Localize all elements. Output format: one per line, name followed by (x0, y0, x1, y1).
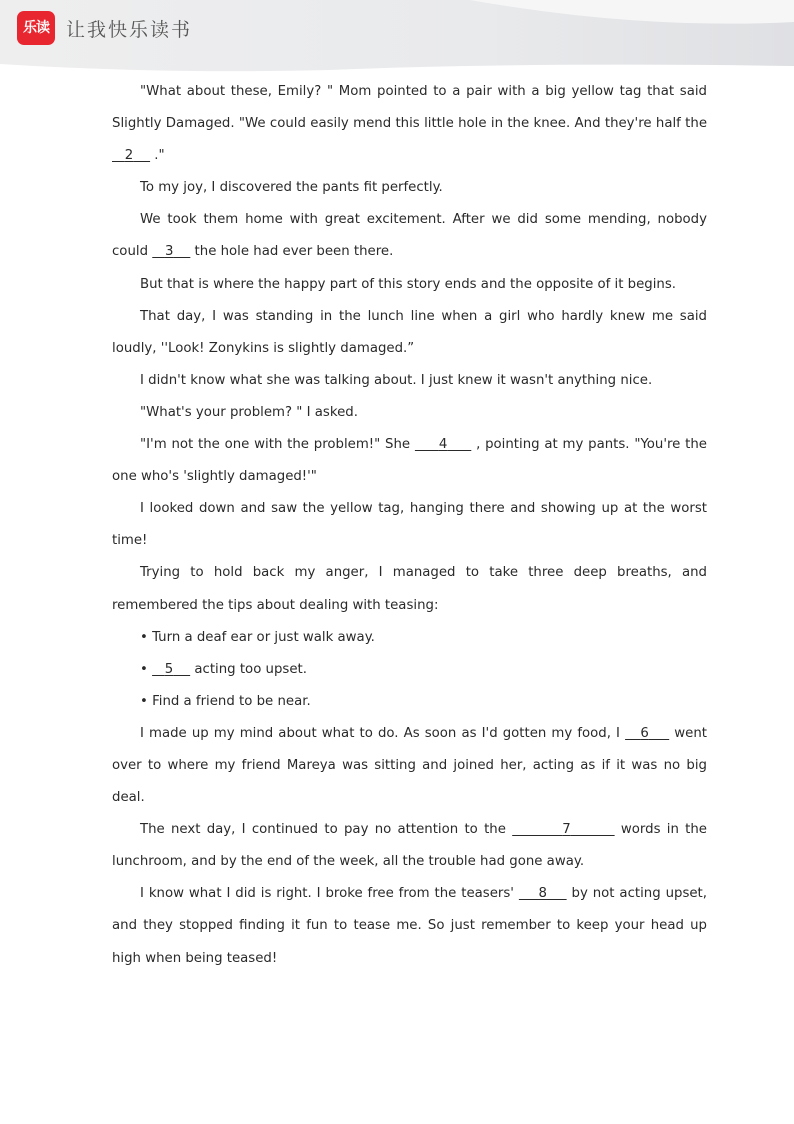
brand-slogan: 让我快乐读书 (66, 19, 193, 41)
paragraph: I looked down and saw the yellow tag, hanging there and showing up at the worst time! (112, 501, 707, 549)
paragraph: I made up my mind about what to do. As soon as I'd gotten my food, I 6 went over to where my friend Mareya was sitting and joined her, acting as if it was no big deal. (112, 725, 707, 806)
blank-5: 5 (164, 661, 174, 677)
app-logo: 乐读 (17, 11, 55, 45)
passage (112, 76, 707, 975)
tip-item: • Find a friend to be near. (140, 693, 311, 709)
paragraph: "I'm not the one with the problem!" She 4 , pointing at my pants. "You're the one who's 'slightly damaged!'" (112, 437, 707, 485)
blank-3: 3 (164, 244, 174, 260)
paragraph: The next day, I continued to pay no attention to the 7 words in the lunchroom, and by the end of the week, all the trouble had gone away. (112, 822, 707, 870)
blank-4: 4 (438, 437, 448, 453)
paragraph: "What about these, Emily? " Mom pointed to a pair with a big yellow tag that said Slightly Damaged. "We could easily mend this little hole in the knee. And they're half the 2 ." (112, 84, 707, 164)
paragraph: That day, I was standing in the lunch line when a girl who hardly knew me said loudly, ''Look! Zonykins is slightly damaged.” (112, 308, 707, 356)
paragraph: I didn't know what she was talking about. I just knew it wasn't anything nice. (140, 372, 653, 388)
blank-6: 6 (640, 725, 649, 741)
paragraph: I know what I did is right. I broke free from the teasers' 8 by not acting upset, and they stopped finding it fun to tease me. So just remember to keep your head up high when being teased! (112, 886, 707, 966)
paragraph: But that is where the happy part of this story ends and the opposite of it begins. (140, 276, 677, 292)
tip-item: • 5 acting too upset. (140, 661, 307, 677)
blank-8: 8 (538, 886, 547, 902)
paragraph: We took them home with great excitement. After we did some mending, nobody could 3 the hole had ever been there. (112, 212, 707, 260)
tip-item: • Turn a deaf ear or just walk away. (140, 629, 375, 645)
paragraph: Trying to hold back my anger, I managed to take three deep breaths, and remembered the tips about dealing with teasing: (112, 565, 707, 613)
blank-2: 2 (124, 148, 134, 164)
paragraph: To my joy, I discovered the pants fit perfectly. (140, 180, 443, 196)
blank-7: 7 (562, 822, 571, 838)
paragraph: "What's your problem? " I asked. (140, 404, 358, 420)
